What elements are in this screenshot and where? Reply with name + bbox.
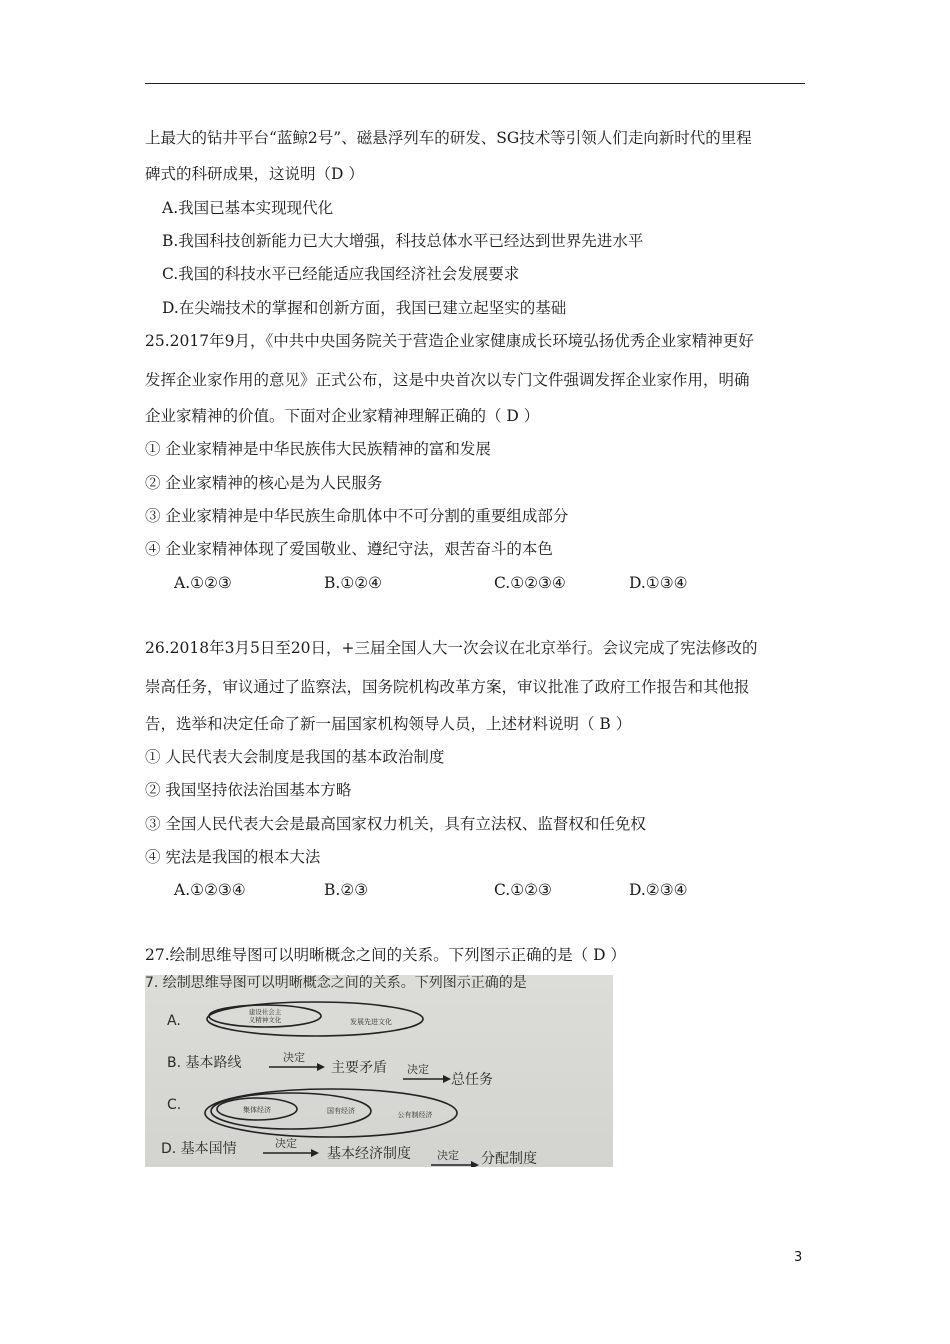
statement-4: ④ 企业家精神体现了爱国敬业、遵纪守法，艰苦奋斗的本色 bbox=[145, 540, 553, 558]
mind-map-diagram bbox=[145, 975, 613, 1167]
question-25: 25.2017年9月，《中共中央国务院关于营造企业家健康成长环境弘扬优秀企业家精神更好 bbox=[145, 332, 754, 350]
statement-1: ① 企业家精神是中华民族伟大民族精神的富和发展 bbox=[145, 440, 491, 458]
photo-header: 7. 绘制思维导图可以明晰概念之间的关系。下列图示正确的是 bbox=[145, 975, 527, 991]
q25-option-d: D.①③④ bbox=[629, 574, 688, 592]
c-outer-text: 公有制经济 bbox=[397, 1111, 433, 1119]
d-arrow2-label: 决定 bbox=[437, 1149, 459, 1162]
mind-map-photo bbox=[145, 975, 613, 1167]
photo-a-label: A. bbox=[167, 1013, 181, 1029]
statement-1: ① 人民代表大会制度是我国的基本政治制度 bbox=[145, 748, 445, 766]
photo-d-label: D. 基本国情 bbox=[161, 1141, 237, 1157]
q25-option-a: A.①②③ bbox=[174, 574, 232, 592]
question-27: 27.绘制思维导图可以明晰概念之间的关系。下列图示正确的是（ D ） bbox=[145, 946, 626, 964]
a-outer-text: 发展先进文化 bbox=[350, 1018, 392, 1026]
text-line: 告，选举和决定任命了新一届国家机构领导人员，上述材料说明（ B ） bbox=[145, 715, 632, 733]
b-arrow2-label: 决定 bbox=[407, 1063, 429, 1076]
text-line: 崇高任务，审议通过了监察法，国务院机构改革方案，审议批准了政府工作报告和其他报 bbox=[145, 678, 750, 696]
d-arrow2-head bbox=[471, 1161, 479, 1167]
header-rule bbox=[145, 83, 805, 84]
q26-option-a: A.①②③④ bbox=[174, 881, 246, 899]
statement-3: ③ 全国人民代表大会是最高国家权力机关，具有立法权、监督权和任免权 bbox=[145, 815, 646, 833]
statement-4: ④ 宪法是我国的根本大法 bbox=[145, 848, 321, 866]
d-mid: 基本经济制度 bbox=[327, 1146, 411, 1162]
option-c: C.我国的科技水平已经能适应我国经济社会发展要求 bbox=[162, 265, 520, 283]
d-arrow1-label: 决定 bbox=[275, 1137, 297, 1150]
q25-option-c: C.①②③④ bbox=[494, 574, 566, 592]
question-26: 26.2018年3月5日至20日，+三届全国人大一次会议在北京举行。会议完成了宪法修改的 bbox=[145, 639, 758, 657]
b-mid: 主要矛盾 bbox=[331, 1060, 387, 1076]
option-b: B.我国科技创新能力已大大增强，科技总体水平已经达到世界先进水平 bbox=[162, 232, 644, 250]
text-line: 企业家精神的价值。下面对企业家精神理解正确的（ D ） bbox=[145, 407, 540, 425]
b-end: 总任务 bbox=[451, 1072, 493, 1088]
b-arrow1-label: 决定 bbox=[283, 1051, 305, 1064]
photo-b-label: B. 基本路线 bbox=[167, 1055, 242, 1071]
b-arrow1-head bbox=[317, 1063, 325, 1071]
d-end: 分配制度 bbox=[481, 1151, 537, 1167]
statement-2: ② 我国坚持依法治国基本方略 bbox=[145, 781, 352, 799]
option-d: D.在尖端技术的掌握和创新方面，我国已建立起坚实的基础 bbox=[162, 299, 567, 317]
a-inner-text-1: 建设社会主 bbox=[248, 1008, 282, 1016]
b-arrow2-head bbox=[443, 1075, 451, 1083]
c-mid-text: 国有经济 bbox=[327, 1107, 355, 1115]
statement-3: ③ 企业家精神是中华民族生命肌体中不可分割的重要组成部分 bbox=[145, 507, 569, 525]
q26-option-c: C.①②③ bbox=[494, 881, 552, 899]
q26-option-b: B.②③ bbox=[324, 881, 369, 899]
c-inner-text: 集体经济 bbox=[243, 1106, 271, 1114]
statement-2: ② 企业家精神的核心是为人民服务 bbox=[145, 474, 383, 492]
text-line: 上最大的钻井平台“蓝鲸2号”、磁悬浮列车的研发、SG技术等引领人们走向新时代的里程 bbox=[145, 129, 752, 147]
q25-option-b: B.①②④ bbox=[324, 574, 383, 592]
photo-c-label: C. bbox=[167, 1097, 182, 1113]
text-line: 碑式的科研成果，这说明（D ） bbox=[145, 165, 364, 183]
option-a: A.我国已基本实现现代化 bbox=[162, 199, 334, 217]
q26-option-d: D.②③④ bbox=[629, 881, 688, 899]
a-inner-text-2: 义精神文化 bbox=[248, 1016, 282, 1024]
d-arrow1-head bbox=[311, 1149, 319, 1157]
text-line: 发挥企业家作用的意见》正式公布，这是中央首次以专门文件强调发挥企业家作用，明确 bbox=[145, 371, 750, 389]
page-number: 3 bbox=[794, 1250, 803, 1265]
